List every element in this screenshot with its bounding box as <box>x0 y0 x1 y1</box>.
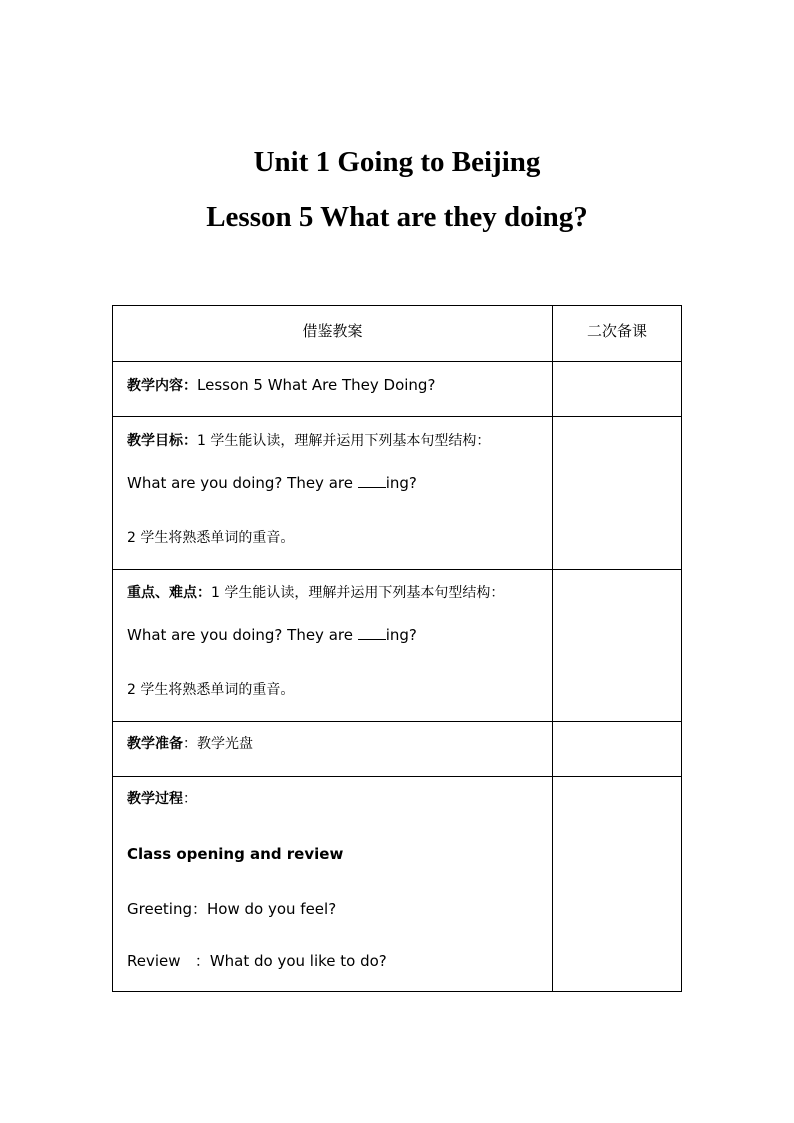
header-reference-plan: 借鉴教案 <box>113 306 553 362</box>
content-cell <box>113 362 553 417</box>
table-header-row <box>113 306 682 362</box>
process-cell <box>113 777 553 992</box>
process-review: Review ：What do you like to do? <box>127 952 387 970</box>
content-notes-cell <box>553 362 682 417</box>
preparation-value: ：教学光盘 <box>183 736 253 752</box>
process-notes-cell <box>553 777 682 992</box>
content-row <box>113 362 682 417</box>
objectives-line1: 1 学生能认读，理解并运用下列基本句型结构： <box>197 433 491 449</box>
key-points-blank <box>358 625 386 640</box>
process-row <box>113 777 682 992</box>
key-points-row <box>113 570 682 722</box>
preparation-label: 教学准备 <box>127 736 183 752</box>
content-value: Lesson 5 What Are They Doing? <box>197 376 436 394</box>
objectives-line3: 2 学生将熟悉单词的重音。 <box>127 530 295 546</box>
key-points-cell <box>113 570 553 722</box>
key-points-pattern-end: ing? <box>385 626 417 644</box>
process-label-suffix: ： <box>183 791 197 807</box>
unit-title: Unit 1 Going to Beijing <box>253 146 541 178</box>
key-points-line3: 2 学生将熟悉单词的重音。 <box>127 682 295 698</box>
content-label: 教学内容： <box>127 378 197 394</box>
process-section-heading: Class opening and review <box>127 845 344 863</box>
lesson-plan-table <box>112 305 682 992</box>
objectives-row <box>113 417 682 570</box>
objectives-pattern-start: What are you doing? They are <box>127 474 358 492</box>
objectives-label: 教学目标： <box>127 433 197 449</box>
objectives-blank <box>358 473 386 488</box>
key-points-line1: 1 学生能认读，理解并运用下列基本句型结构： <box>211 585 505 601</box>
objectives-notes-cell <box>553 417 682 570</box>
key-points-label: 重点、难点： <box>127 585 211 601</box>
objectives-pattern-end: ing? <box>385 474 417 492</box>
preparation-notes-cell <box>553 722 682 777</box>
preparation-cell <box>113 722 553 777</box>
process-greeting: Greeting：How do you feel? <box>127 900 337 918</box>
objectives-cell <box>113 417 553 570</box>
header-second-prep: 二次备课 <box>553 306 682 362</box>
preparation-row <box>113 722 682 777</box>
key-points-notes-cell <box>553 570 682 722</box>
key-points-pattern-start: What are you doing? They are <box>127 626 358 644</box>
lesson-title: Lesson 5 What are they doing? <box>206 201 588 233</box>
process-label: 教学过程 <box>127 791 183 807</box>
